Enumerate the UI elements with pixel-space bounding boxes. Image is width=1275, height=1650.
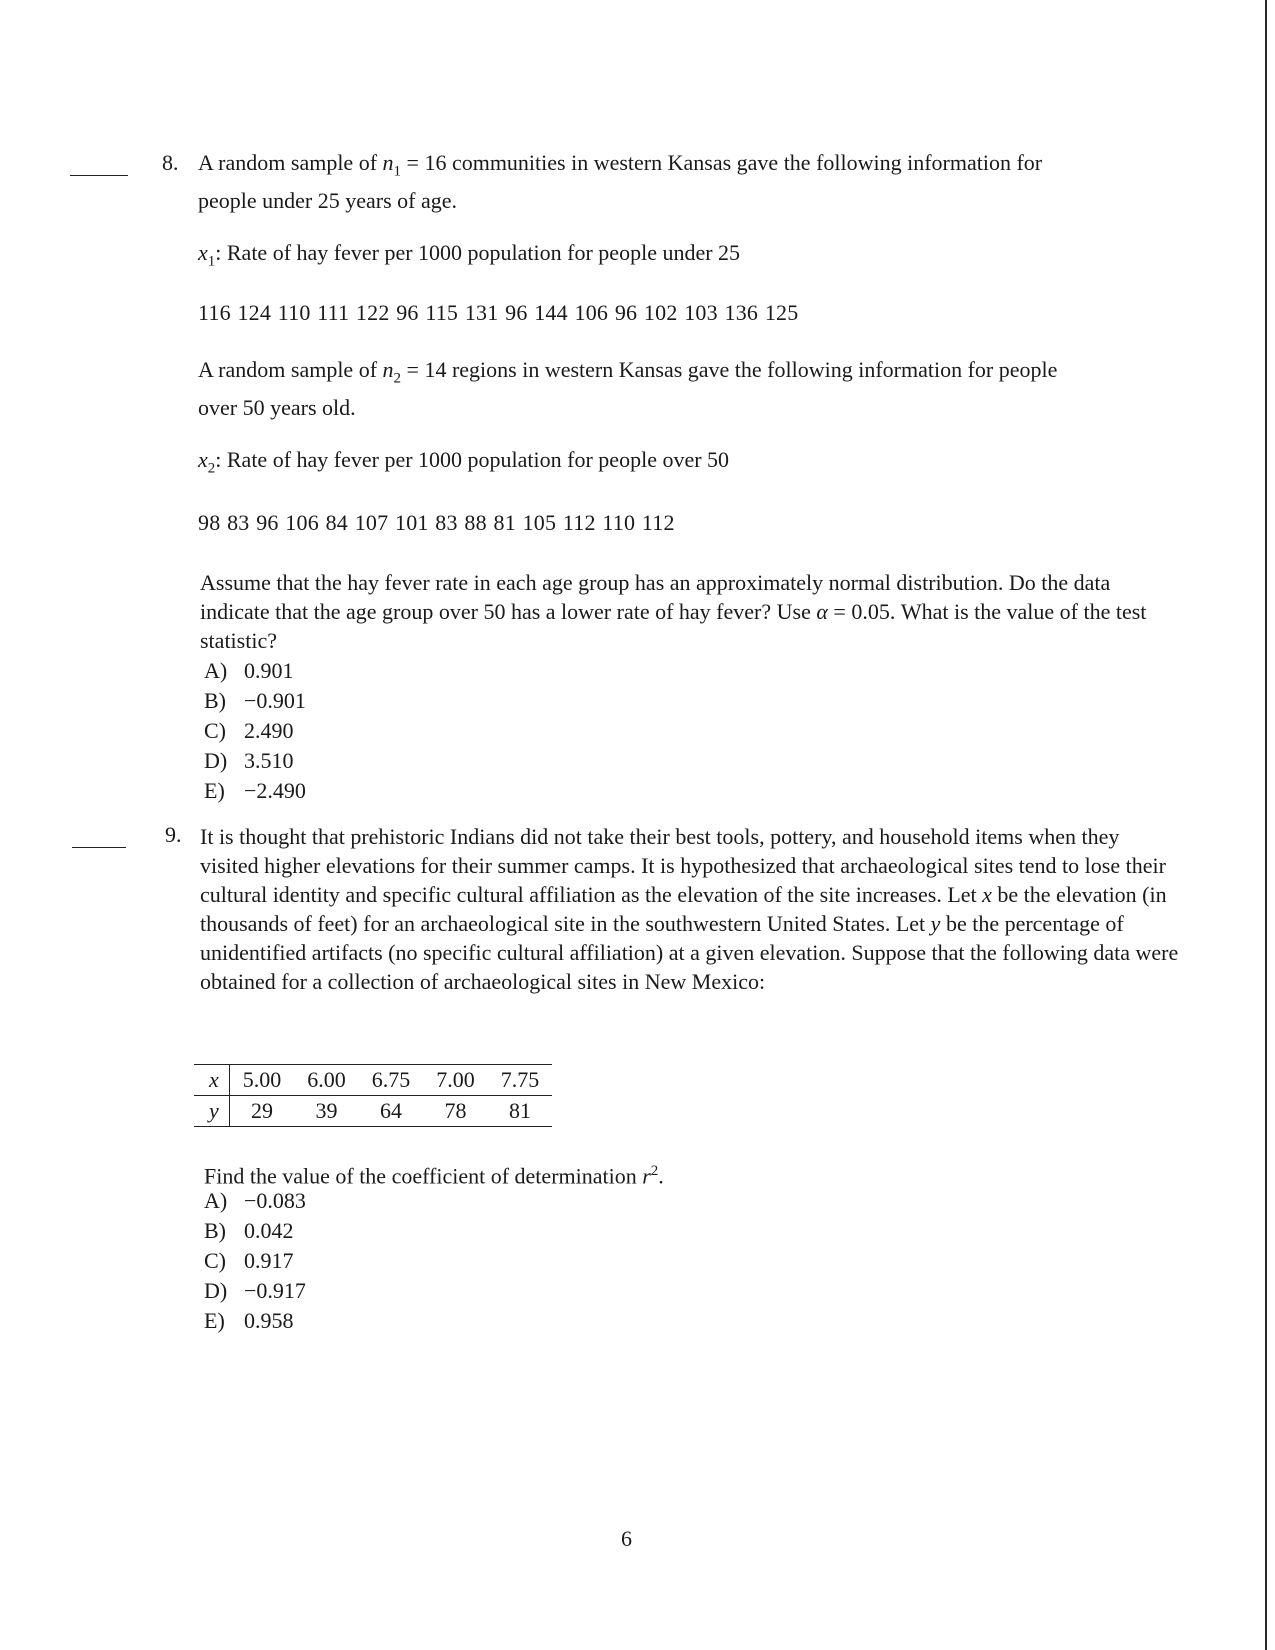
q9-x-symbol: x <box>982 882 992 907</box>
q8-sample2-part-a: A random sample of <box>198 357 383 382</box>
q8-x2-description: : Rate of hay fever per 1000 population for people over 50 <box>215 447 730 472</box>
choice-value: −0.901 <box>244 688 306 713</box>
answer-blank-q8[interactable] <box>70 175 128 176</box>
q8-choice-c[interactable] <box>204 716 306 746</box>
q8-sample2-intro <box>198 355 1188 422</box>
page-number: 6 <box>621 1526 632 1551</box>
q9-choice-c[interactable] <box>204 1246 306 1276</box>
q8-x1-data: 116 124 110 111 122 96 115 131 96 144 106 96 102 103 136 125 <box>198 300 799 325</box>
q8-x1-subscript: 1 <box>207 253 216 270</box>
choice-value: −2.490 <box>244 778 306 803</box>
q8-alpha-symbol: α <box>816 599 828 624</box>
q9-y-value: 81 <box>488 1096 553 1127</box>
q8-question-part-a: Assume that the hay fever rate in each age group has an approximately normal distribution. Do the data indicate that the age group over 50 has a lower rate of hay fever? Use <box>200 570 1111 624</box>
q9-y-symbol: y <box>930 911 941 936</box>
q9-y-value: 29 <box>229 1096 294 1127</box>
q8-x1-label <box>198 238 740 276</box>
q9-x-value: 7.00 <box>423 1065 488 1096</box>
q8-choices <box>204 656 306 806</box>
q9-r-symbol: r <box>642 1163 651 1189</box>
choice-label: D) <box>204 748 228 773</box>
q8-n2-symbol: n <box>382 357 394 382</box>
q9-question-text <box>200 822 1180 996</box>
q9-text-part-c: be the percentage of unidentified artifacts (no specific cultural affiliation) at a given elevation. Suppose that the following data were obtained for a collection of archaeological sites in New Mexico: <box>200 911 1179 994</box>
q9-y-value: 78 <box>423 1096 488 1127</box>
choice-value: 0.901 <box>244 658 294 683</box>
q9-x-label: x <box>194 1065 229 1096</box>
q8-question-text <box>200 568 1175 655</box>
q9-choice-e[interactable] <box>204 1306 306 1336</box>
choice-label: B) <box>204 688 226 713</box>
q9-x-value: 5.00 <box>229 1065 294 1096</box>
q9-x-value: 7.75 <box>488 1065 553 1096</box>
q8-intro-line2: people under 25 years of age. <box>198 188 458 214</box>
q8-question-part-b: = 0.05. What is the value of the test statistic? <box>200 599 1147 653</box>
q9-choices <box>204 1186 306 1336</box>
q8-choice-b[interactable] <box>204 686 306 716</box>
q9-prompt-part-b: . <box>658 1163 664 1189</box>
q9-y-row <box>194 1096 552 1127</box>
choice-label: A) <box>204 658 228 683</box>
q9-choice-b[interactable] <box>204 1216 306 1246</box>
choice-label: C) <box>204 718 226 743</box>
choice-label: E) <box>204 1308 225 1333</box>
choice-value: 0.917 <box>244 1248 294 1273</box>
q9-y-label: y <box>194 1096 229 1127</box>
answer-blank-q9[interactable] <box>72 847 126 848</box>
q8-n1-subscript: 1 <box>393 163 402 180</box>
q8-intro-part-a: A random sample of <box>198 150 383 175</box>
choice-label: B) <box>204 1218 226 1243</box>
q8-intro-part-b: = 16 communities in western Kansas gave the following information for <box>401 150 1043 175</box>
choice-label: C) <box>204 1248 226 1273</box>
q9-prompt-part-a: Find the value of the coefficient of determination <box>204 1163 643 1189</box>
q9-x-value: 6.75 <box>359 1065 424 1096</box>
choice-value: 2.490 <box>244 718 294 743</box>
q8-sample2-line2: over 50 years old. <box>198 395 356 421</box>
q9-x-value: 6.00 <box>294 1065 359 1096</box>
choice-label: D) <box>204 1278 228 1303</box>
q9-choice-a[interactable] <box>204 1186 306 1216</box>
choice-value: −0.083 <box>244 1188 306 1213</box>
choice-value: 0.958 <box>244 1308 294 1333</box>
q8-choice-e[interactable] <box>204 776 306 806</box>
q9-r-superscript: 2 <box>650 1163 659 1179</box>
q9-y-value: 64 <box>359 1096 424 1127</box>
q9-text-part-b: be the elevation (in thousands of feet) for an archaeological site in the southwestern United States. Let <box>200 882 1167 936</box>
question-9-number: 9. <box>165 822 182 847</box>
question-8-number: 8. <box>162 150 179 175</box>
question-8-intro <box>198 148 1178 215</box>
q8-x2-data: 98 83 96 106 84 107 101 83 88 81 105 112 110 112 <box>198 510 675 535</box>
q9-x-row <box>194 1065 552 1096</box>
choice-value: 3.510 <box>244 748 294 773</box>
q8-choice-d[interactable] <box>204 746 306 776</box>
q9-choice-d[interactable] <box>204 1276 306 1306</box>
q8-x1-description: : Rate of hay fever per 1000 population for people under 25 <box>215 240 741 265</box>
choice-value: −0.917 <box>244 1278 306 1303</box>
q9-text-part-a: It is thought that prehistoric Indians did not take their best tools, pottery, and household items when they visited higher elevations for their summer camps. It is hypothesized that archaeological sites tend to lose their cultural identity and specific cultural affiliation as the elevation of the site increases. Let <box>200 824 1166 907</box>
q8-x2-subscript: 2 <box>207 460 216 477</box>
page-edge-line <box>1265 0 1267 1650</box>
q8-x1-symbol: x <box>198 240 208 265</box>
q8-sample2-part-b: = 14 regions in western Kansas gave the following information for people <box>401 357 1058 382</box>
q8-n1-symbol: n <box>382 150 394 175</box>
q8-n2-subscript: 2 <box>393 370 402 387</box>
choice-label: A) <box>204 1188 228 1213</box>
choice-label: E) <box>204 778 225 803</box>
q8-choice-a[interactable] <box>204 656 306 686</box>
q8-x2-label <box>198 445 729 483</box>
q9-y-value: 39 <box>294 1096 359 1127</box>
q9-data-table <box>194 1064 552 1127</box>
choice-value: 0.042 <box>244 1218 294 1243</box>
q8-x2-symbol: x <box>198 447 208 472</box>
